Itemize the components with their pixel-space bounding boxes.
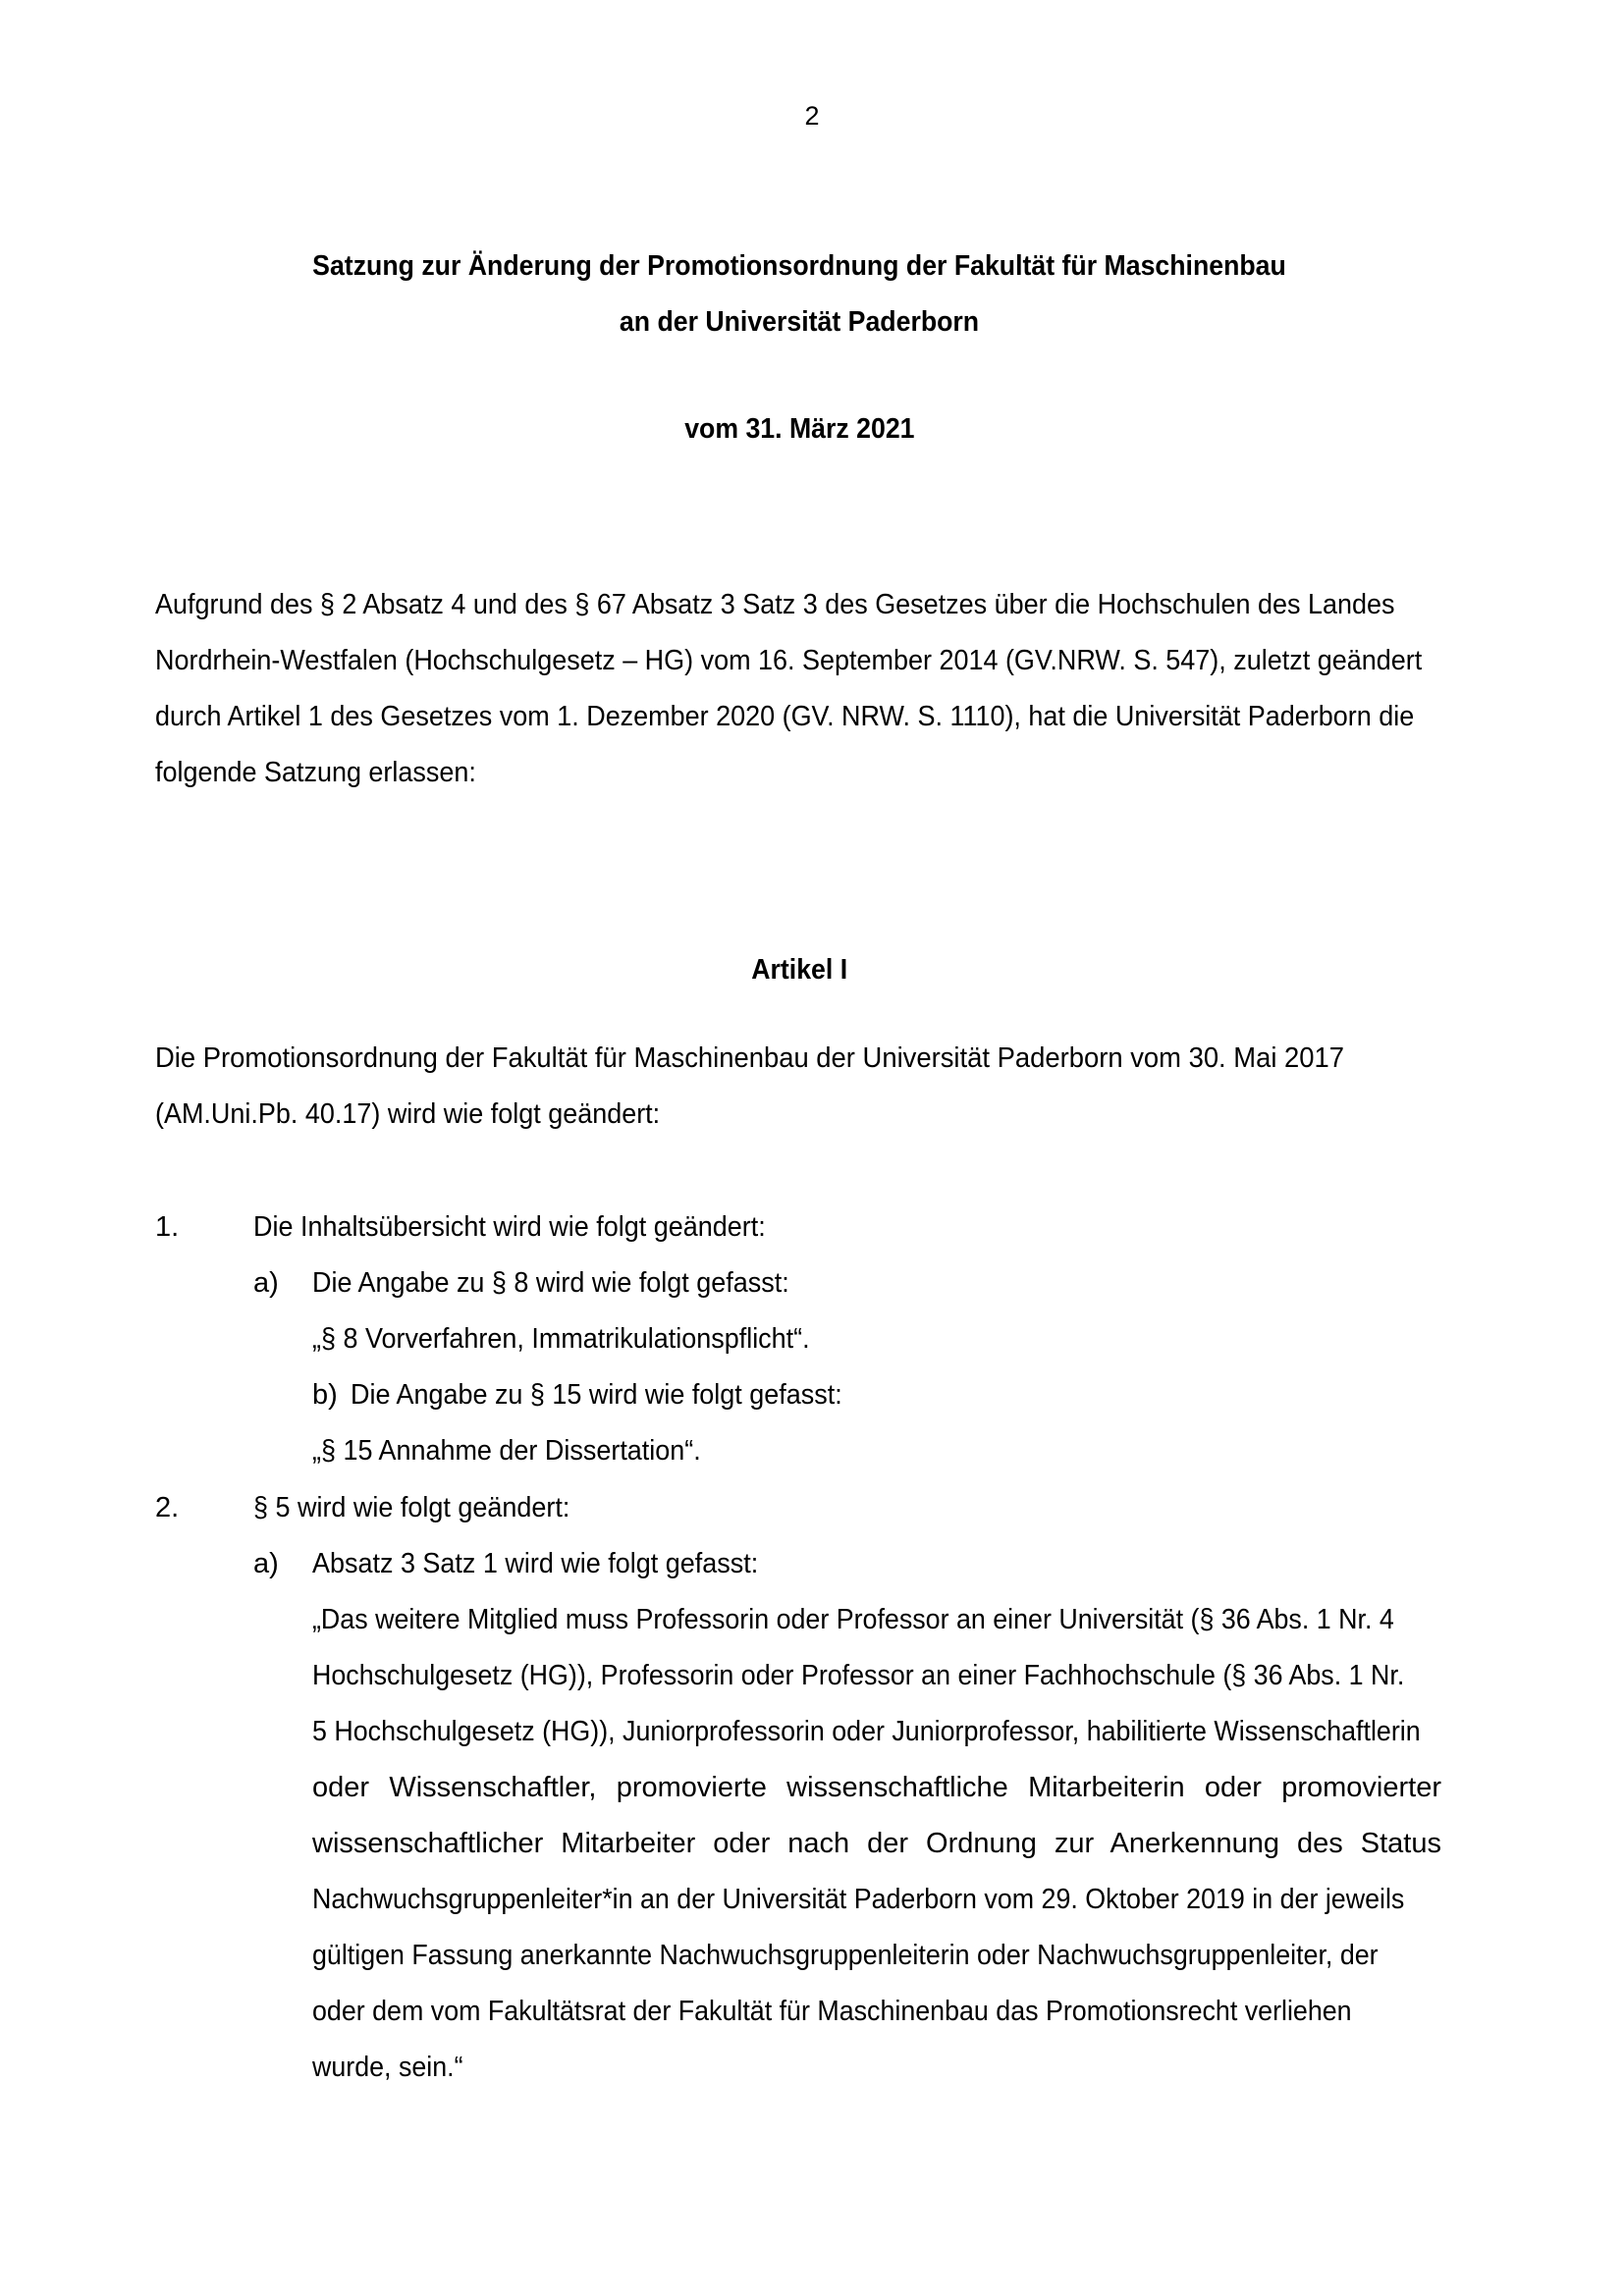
intro-line: Aufgrund des § 2 Absatz 4 und des § 67 Absatz 3 Satz 3 des Gesetzes über die Hochschulen des Landes: [155, 589, 1395, 620]
quote-line: gültigen Fassung anerkannte Nachwuchsgruppenleiterin oder Nachwuchsgruppenleiter, der: [312, 1940, 1379, 1971]
subitem-letter: a): [253, 1267, 279, 1299]
intro-line: folgende Satzung erlassen:: [155, 757, 476, 788]
subitem-text: Die Angabe zu § 8 wird wie folgt gefasst:: [312, 1267, 789, 1299]
item-text: § 5 wird wie folgt geändert:: [253, 1492, 570, 1523]
artikel-intro-line: (AM.Uni.Pb. 40.17) wird wie folgt geändert:: [155, 1098, 661, 1130]
subitem-quote: „§ 8 Vorverfahren, Immatrikulationspflicht“.: [312, 1323, 810, 1355]
subitem-text: Die Angabe zu § 15 wird wie folgt gefasst:: [351, 1379, 842, 1411]
quote-line: Hochschulgesetz (HG)), Professorin oder Professor an einer Fachhochschule (§ 36 Abs. 1 Nr.: [312, 1660, 1405, 1691]
document-title: [157, 239, 1441, 350]
page-number: 2: [804, 101, 820, 131]
quote-line: 5 Hochschulgesetz (HG)), Juniorprofessorin oder Juniorprofessor, habilitierte Wissenschaftlerin: [312, 1716, 1421, 1747]
subitem-quote: „§ 15 Annahme der Dissertation“.: [312, 1435, 701, 1467]
quote-line: wurde, sein.“: [312, 2052, 463, 2083]
subitem-letter: b): [312, 1379, 338, 1411]
title-line-2: an der Universität Paderborn: [619, 306, 980, 338]
quoted-amendment: [312, 1592, 1441, 2096]
quote-line: oder dem vom Fakultätsrat der Fakultät für Maschinenbau das Promotionsrecht verliehen: [312, 1996, 1352, 2027]
item-number: 1.: [155, 1211, 180, 1243]
subitem-letter: a): [253, 1548, 279, 1579]
intro-line: durch Artikel 1 des Gesetzes vom 1. Dezember 2020 (GV. NRW. S. 1110), hat die Universität Paderborn die: [155, 701, 1415, 732]
artikel-heading-text: Artikel I: [751, 954, 847, 986]
intro-line: Nordrhein-Westfalen (Hochschulgesetz – HG) vom 16. September 2014 (GV.NRW. S. 547), zuletzt geändert: [155, 645, 1423, 676]
quote-line: oder Wissenschaftler, promovierte wissenschaftliche Mitarbeiterin oder promovierter: [312, 1772, 1441, 1803]
date-text: vom 31. März 2021: [683, 413, 915, 445]
artikel-intro-paragraph: [155, 1031, 1441, 1143]
quote-line: Nachwuchsgruppenleiter*in an der Universität Paderborn vom 29. Oktober 2019 in der jeweils: [312, 1884, 1405, 1915]
subitem-text: Absatz 3 Satz 1 wird wie folgt gefasst:: [312, 1548, 759, 1579]
artikel-intro-line: Die Promotionsordnung der Fakultät für Maschinenbau der Universität Paderborn vom 30. Mai 2017: [155, 1042, 1345, 1074]
quote-line: „Das weitere Mitglied muss Professorin oder Professor an einer Universität (§ 36 Abs. 1 Nr. 4: [312, 1604, 1394, 1635]
title-line-1: Satzung zur Änderung der Promotionsordnung der Fakultät für Maschinenbau: [312, 250, 1286, 282]
artikel-heading: [157, 942, 1441, 998]
document-date: [157, 409, 1441, 449]
intro-paragraph: [155, 577, 1441, 801]
item-text: Die Inhaltsübersicht wird wie folgt geändert:: [253, 1211, 766, 1243]
quote-line: wissenschaftlicher Mitarbeiter oder nach der Ordnung zur Anerkennung des Status: [312, 1828, 1441, 1859]
item-number: 2.: [155, 1492, 180, 1523]
